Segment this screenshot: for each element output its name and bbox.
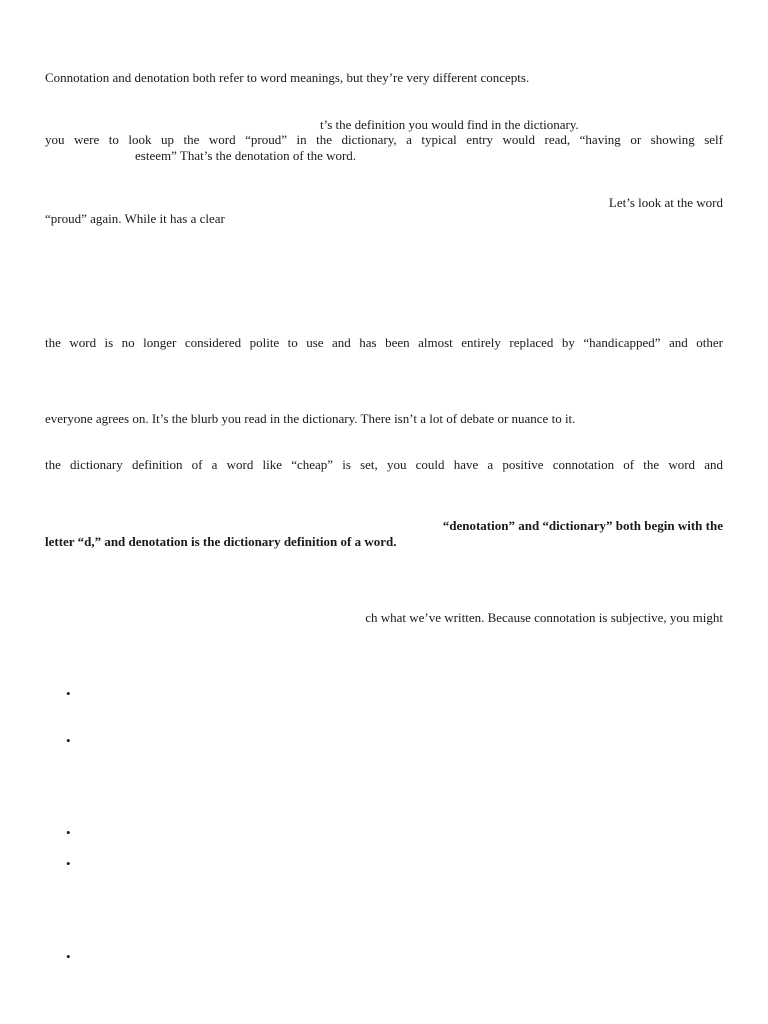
denotation-definition-fragment: t’s the definition you would find in the dictionary. <box>320 117 579 132</box>
list-bullet: • <box>66 733 71 748</box>
proud-dictionary-line: you were to look up the word “proud” in the dictionary, a typical entry would read, “having or showing self <box>45 132 723 147</box>
proud-again-line: “proud” again. While it has a clear <box>45 211 225 226</box>
denotation-agreement-line: everyone agrees on. It’s the blurb you read in the dictionary. There isn’t a lot of debate or nuance to it. <box>45 411 576 426</box>
polite-usage-line: the word is no longer considered polite to use and has been almost entirely replaced by “handicapped” and other <box>45 335 723 350</box>
list-bullet: • <box>66 856 71 871</box>
list-bullet: • <box>66 949 71 964</box>
memory-tip-line-2: letter “d,” and denotation is the dictionary definition of a word. <box>45 534 397 549</box>
paragraph-intro: Connotation and denotation both refer to word meanings, but they’re very different concepts. <box>45 70 530 85</box>
list-bullet: • <box>66 686 71 701</box>
list-bullet: • <box>66 825 71 840</box>
cheap-connotation-line: the dictionary definition of a word like “cheap” is set, you could have a positive connotation of the word and <box>45 457 723 472</box>
memory-tip-line-1: “denotation” and “dictionary” both begin with the <box>442 518 723 533</box>
proud-denotation-line: esteem” That’s the denotation of the word. <box>135 148 357 163</box>
proud-connotation-intro: Let’s look at the word <box>608 195 723 210</box>
subjective-connotation-line: ch what we’ve written. Because connotation is subjective, you might <box>365 610 723 625</box>
